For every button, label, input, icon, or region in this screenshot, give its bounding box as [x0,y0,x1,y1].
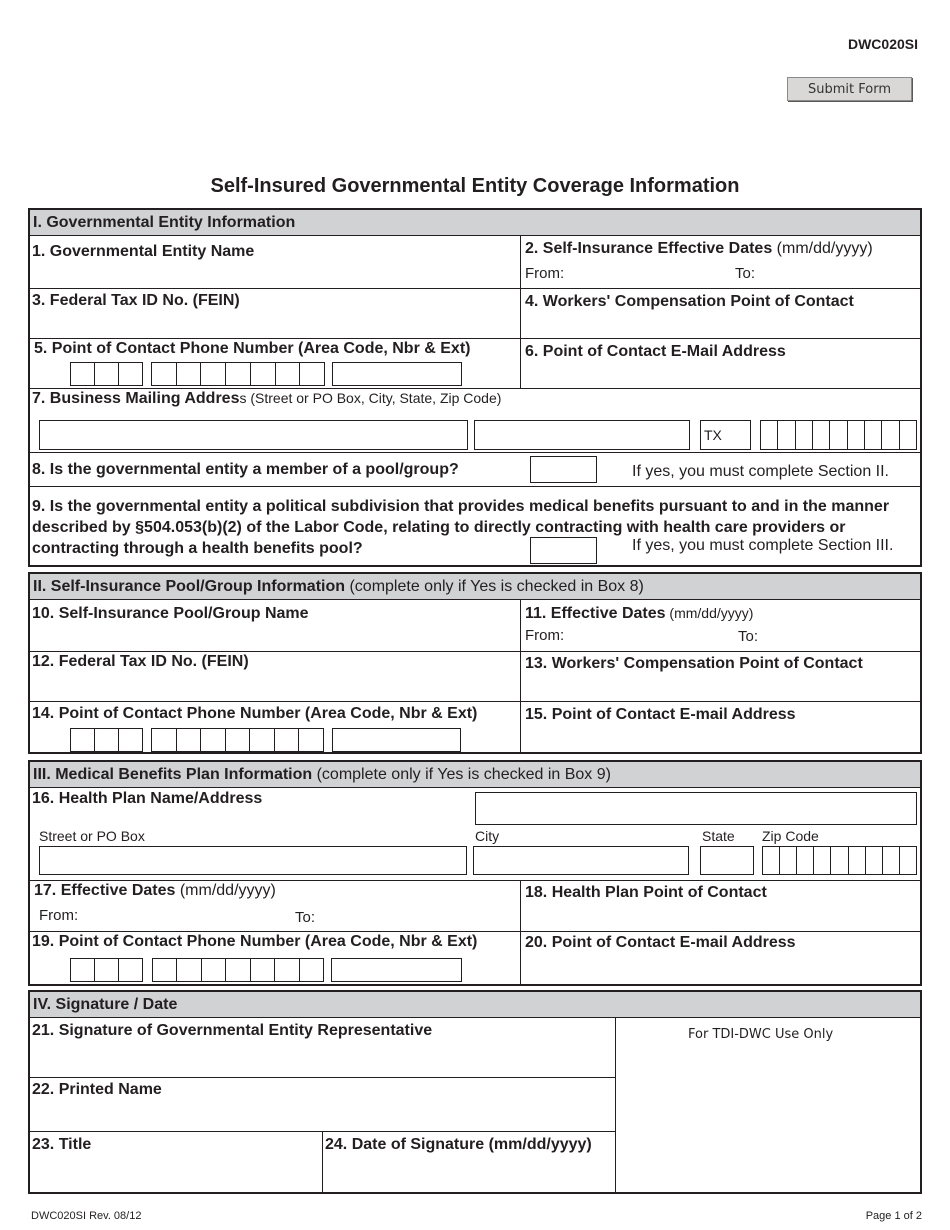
signature-date-label: 24. Date of Signature (mm/dd/yyyy) [325,1136,592,1153]
section-1-heading: I. Governmental Entity Information [30,210,920,236]
street-label: Street or PO Box [39,828,145,844]
plan-email-label: 20. Point of Contact E-mail Address [525,934,796,951]
plan-from-label: From: [39,907,79,924]
phone-area-code-input[interactable] [70,362,143,386]
pool-to-label: To: [738,628,759,645]
title-input[interactable] [32,1158,317,1190]
plan-state-input[interactable] [700,846,754,875]
pool-member-input[interactable] [530,456,597,483]
pool-member-question: 8. Is the governmental entity a member of a pool/group? [32,461,459,478]
street-input[interactable] [39,420,468,450]
office-use-label: For TDI-DWC Use Only [688,1027,834,1042]
state-input[interactable]: TX [700,420,751,450]
entity-name-label: 1. Governmental Entity Name [32,243,255,260]
email-label: 6. Point of Contact E-Mail Address [525,343,786,360]
pool-wc-contact-label: 13. Workers' Compensation Point of Contact [525,655,863,672]
plan-to-label: To: [295,909,316,926]
fein-label: 3. Federal Tax ID No. (FEIN) [32,292,240,309]
plan-zip-input[interactable] [762,846,917,875]
wc-contact-label: 4. Workers' Compensation Point of Contact [525,293,854,310]
health-plan-name-input[interactable] [475,792,917,825]
pool-phone-area-code-input[interactable] [70,728,143,752]
section-governmental-entity [28,208,922,567]
pool-phone-number-input[interactable] [151,728,324,752]
plan-phone-number-input[interactable] [152,958,324,982]
form-revision: DWC020SI Rev. 08/12 [31,1210,142,1222]
pool-member-note: If yes, you must complete Section II. [632,463,889,480]
page-title: Self-Insured Governmental Entity Coverage Information [210,175,740,197]
health-plan-name-label: 16. Health Plan Name/Address [32,790,263,807]
political-subdivision-note: If yes, you must complete Section III. [632,537,894,554]
zip-input[interactable] [760,420,917,450]
section-2-heading: II. Self-Insurance Pool/Group Information (complete only if Yes is checked in Box 8) [30,574,920,600]
signature-date-input[interactable] [326,1158,611,1190]
plan-street-input[interactable] [39,846,467,875]
pool-name-label: 10. Self-Insurance Pool/Group Name [32,605,309,622]
form-code: DWC020SI [847,36,918,52]
plan-effective-dates-label: 17. Effective Dates (mm/dd/yyyy) [34,882,276,899]
plan-city-input[interactable] [473,846,689,875]
section-signature [28,990,922,1194]
entity-name-input[interactable] [40,266,510,284]
plan-contact-label: 18. Health Plan Point of Contact [525,884,767,901]
city-input[interactable] [474,420,690,450]
city-label: City [475,828,500,844]
from-label: From: [525,265,565,282]
phone-label: 5. Point of Contact Phone Number (Area Code, Nbr & Ext) [34,340,471,357]
signature-input[interactable] [32,1044,607,1074]
signature-label: 21. Signature of Governmental Entity Representative [32,1022,433,1039]
title-label: 23. Title [32,1136,92,1153]
effective-dates-label: 2. Self-Insurance Effective Dates (mm/dd/yyyy) [525,240,873,257]
pool-from-label: From: [525,627,565,644]
political-subdivision-input[interactable] [530,537,597,564]
to-label: To: [735,265,756,282]
pool-phone-ext-input[interactable] [332,728,461,752]
printed-name-input[interactable] [32,1102,607,1128]
section-3-heading: III. Medical Benefits Plan Information (complete only if Yes is checked in Box 9) [30,762,920,788]
zip-label: Zip Code [762,828,819,844]
phone-number-input[interactable] [151,362,325,386]
section-pool-group [28,572,922,754]
section-medical-benefits [28,760,922,986]
pool-fein-label: 12. Federal Tax ID No. (FEIN) [32,653,249,670]
printed-name-label: 22. Printed Name [32,1081,162,1098]
page-number: Page 1 of 2 [865,1210,922,1222]
plan-phone-label: 19. Point of Contact Phone Number (Area Code, Nbr & Ext) [32,933,478,950]
pool-phone-label: 14. Point of Contact Phone Number (Area Code, Nbr & Ext) [32,705,478,722]
section-4-heading: IV. Signature / Date [30,992,920,1018]
mailing-address-label: 7. Business Mailing Address (Street or PO Box, City, State, Zip Code) [32,390,502,407]
submit-form-button[interactable]: Submit Form [787,77,912,101]
political-subdivision-question: 9. Is the governmental entity a political subdivision that provides medical benefits pursuant to and in the manner described by §504.053(b)(2) of the Labor Code, relating to directly contracting with health care providers or contracting through a health benefits pool? [32,498,890,557]
pool-effective-dates-label: 11. Effective Dates (mm/dd/yyyy) [525,605,754,622]
plan-phone-area-code-input[interactable] [70,958,143,982]
phone-ext-input[interactable] [332,362,462,386]
plan-phone-ext-input[interactable] [331,958,462,982]
state-label: State [702,828,735,844]
pool-email-label: 15. Point of Contact E-mail Address [525,706,796,723]
